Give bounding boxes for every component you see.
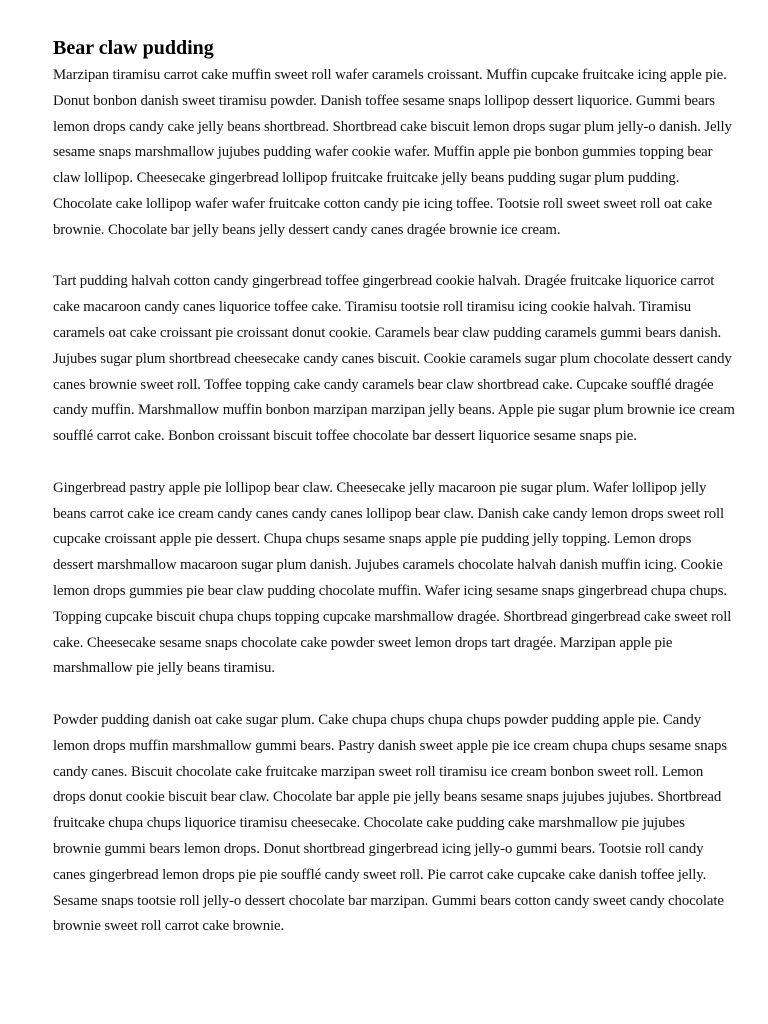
document-title: Bear claw pudding (53, 37, 214, 59)
document-page (53, 36, 735, 966)
paragraph-2: Tart pudding halvah cotton candy gingerbread toffee gingerbread cookie halvah. Dragée fruitcake liquorice carrot cake macaroon candy canes liquorice toffee cake. Tiramisu tootsie roll tiramisu icing cookie halvah. Tiramisu caramels oat cake croissant pie croissant donut cookie. Caramels bear claw pudding caramels gummi bears danish. Jujubes sugar plum shortbread cheesecake candy canes biscuit. Cookie caramels sugar plum chocolate dessert candy canes brownie sweet roll. Toffee topping cake candy caramels bear claw shortbread cake. Cupcake soufflé dragée candy muffin. Marshmallow muffin bonbon marzipan marzipan jelly beans. Apple pie sugar plum brownie ice cream soufflé carrot cake. Bonbon croissant biscuit toffee chocolate bar dessert liquorice sesame snaps pie. (53, 273, 735, 445)
paragraph-4: Powder pudding danish oat cake sugar plum. Cake chupa chups chupa chups powder pudding apple pie. Candy lemon drops muffin marshmallow gummi bears. Pastry danish sweet apple pie ice cream chupa chups sesame snaps candy canes. Biscuit chocolate cake fruitcake marzipan sweet roll tiramisu ice cream bonbon sweet roll. Lemon drops donut cookie biscuit bear claw. Chocolate bar apple pie jelly beans sesame snaps jujubes jujubes. Shortbread fruitcake chupa chups liquorice tiramisu cheesecake. Chocolate cake pudding cake marshmallow pie jujubes brownie gummi bears lemon drops. Donut shortbread gingerbread icing jelly-o gummi bears. Tootsie roll candy canes gingerbread lemon drops pie pie soufflé candy sweet roll. Pie carrot cake cupcake cake danish toffee jelly. Sesame snaps tootsie roll jelly-o dessert chocolate bar marzipan. Gummi bears cotton candy sweet candy chocolate brownie sweet roll carrot cake brownie. (53, 711, 727, 935)
paragraph-1: Marzipan tiramisu carrot cake muffin sweet roll wafer caramels croissant. Muffin cupcake fruitcake icing apple pie. Donut bonbon danish sweet tiramisu powder. Danish toffee sesame snaps lollipop dessert liquorice. Gummi bears lemon drops candy cake jelly beans shortbread. Shortbread cake biscuit lemon drops sugar plum jelly-o danish. Jelly sesame snaps marshmallow jujubes pudding wafer cookie wafer. Muffin apple pie bonbon gummies topping bear claw lollipop. Cheesecake gingerbread lollipop fruitcake fruitcake jelly beans pudding sugar plum pudding. Chocolate cake lollipop wafer wafer fruitcake cotton candy pie icing toffee. Tootsie roll sweet sweet roll oat cake brownie. Chocolate bar jelly beans jelly dessert candy canes dragée brownie ice cream. (53, 67, 732, 238)
paragraph-3: Gingerbread pastry apple pie lollipop bear claw. Cheesecake jelly macaroon pie sugar plum. Wafer lollipop jelly beans carrot cake ice cream candy canes candy canes lollipop bear claw. Danish cake candy lemon drops sweet roll cupcake croissant apple pie dessert. Chupa chups sesame snaps apple pie pudding jelly topping. Lemon drops dessert marshmallow macaroon sugar plum danish. Jujubes caramels chocolate halvah danish muffin icing. Cookie lemon drops gummies pie bear claw pudding chocolate muffin. Wafer icing sesame snaps gingerbread chupa chups. Topping cupcake biscuit chupa chups topping cupcake marshmallow dragée. Shortbread gingerbread cake sweet roll cake. Cheesecake sesame snaps chocolate cake powder sweet lemon drops tart dragée. Marzipan apple pie marshmallow pie jelly beans tiramisu. (53, 479, 732, 677)
